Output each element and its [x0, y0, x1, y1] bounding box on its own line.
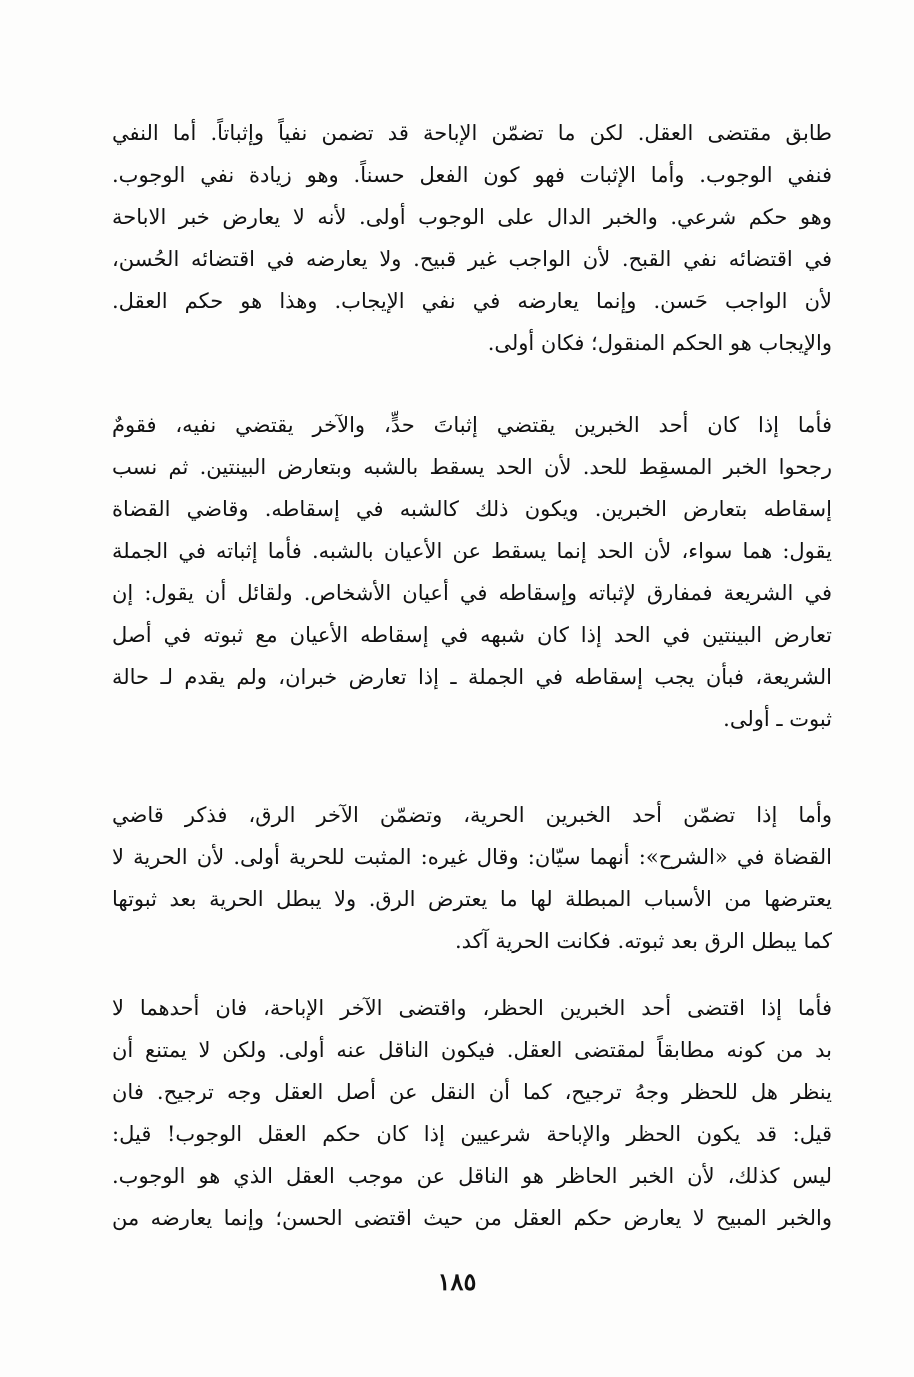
text-line: تعارض البينتين في الحد إذا كان شبهه في إسقاطه الأعيان مع ثبوته في أصل	[112, 623, 832, 647]
text-line: يعترضها من الأسباب المبطلة لها ما يعترض الرق. ولا يبطل الحرية بعد ثبوتها	[112, 887, 832, 911]
text-line: القضاة في «الشرح»: أنهما سيّان: وقال غيره: المثبت للحرية أولى. لأن الحرية لا	[112, 845, 832, 869]
text-line: فنفي الوجوب. وأما الإثبات فهو كون الفعل حسناً. وهو زيادة نفي الوجوب.	[112, 163, 832, 187]
text-line: رجحوا الخبر المسقِط للحد. لأن الحد يسقط بالشبه وبتعارض البينتين. ثم نسب	[112, 455, 832, 479]
text-line: فأما إذا اقتضى أحد الخبرين الحظر، واقتضى الآخر الإباحة، فان أحدهما لا	[112, 996, 832, 1020]
text-line: إسقاطه بتعارض الخبرين. ويكون ذلك كالشبه في إسقاطه. وقاضي القضاة	[112, 497, 832, 521]
paragraph-3	[112, 794, 832, 962]
text-line: وأما إذا تضمّن أحد الخبرين الحرية، وتضمّن الآخر الرق، فذكر قاضي	[112, 803, 832, 827]
page-number: ١٨٥	[437, 1267, 477, 1296]
text-line: طابق مقتضى العقل. لكن ما تضمّن الإباحة قد تضمن نفياً وإثباتاً. أما النفي	[112, 121, 832, 145]
paragraph-2	[112, 404, 832, 740]
paragraph-1	[112, 112, 832, 364]
text-line: الشريعة، فبأن يجب إسقاطه في الجملة ـ إذا تعارض خبران، ولم يقدم لـ حالة	[112, 665, 832, 689]
text-line: في اقتضائه نفي القبح. لأن الواجب غير قبيح. ولا يعارضه في اقتضائه الحُسن،	[112, 247, 832, 271]
text-line: في الشريعة فمفارق لإثباته وإسقاطه في أعيان الأشخاص. ولقائل أن يقول: إن	[112, 581, 832, 605]
text-line: يقول: هما سواء، لأن الحد إنما يسقط عن الأعيان بالشبه. فأما إثباته في الجملة	[112, 539, 832, 563]
text-line: كما يبطل الرق بعد ثبوته. فكانت الحرية آكد.	[454, 929, 832, 953]
text-line: قيل: قد يكون الحظر والإباحة شرعيين إذا كان حكم العقل الوجوب! قيل:	[112, 1122, 832, 1146]
text-line: والخبر المبيح لا يعارض حكم العقل من حيث اقتضى الحسن؛ وإنما يعارضه من	[112, 1206, 832, 1230]
text-line: ينظر هل للحظر وجهُ ترجيح، كما أن النقل عن أصل العقل وجه ترجيح. فان	[112, 1080, 832, 1104]
text-line: ليس كذلك، لأن الخبر الحاظر هو الناقل عن موجب العقل الذي هو الوجوب.	[112, 1164, 832, 1188]
text-line: ثبوت ـ أولى.	[723, 707, 832, 731]
text-line: فأما إذا كان أحد الخبرين يقتضي إثباتَ حدٍّ، والآخر يقتضي نفيه، فقومٌ	[112, 413, 832, 437]
text-line: لأن الواجب حَسن. وإنما يعارضه في نفي الإيجاب. وهذا هو حكم العقل.	[112, 289, 832, 313]
text-line: بد من كونه مطابقاً لمقتضى العقل. فيكون الناقل عنه أولى. ولكن لا يمتنع أن	[112, 1038, 832, 1062]
paragraph-4	[112, 987, 832, 1239]
text-line: والإيجاب هو الحكم المنقول؛ فكان أولى.	[487, 331, 832, 355]
text-line: وهو حكم شرعي. والخبر الدال على الوجوب أولى. لأنه لا يعارض خبر الاباحة	[112, 205, 832, 229]
